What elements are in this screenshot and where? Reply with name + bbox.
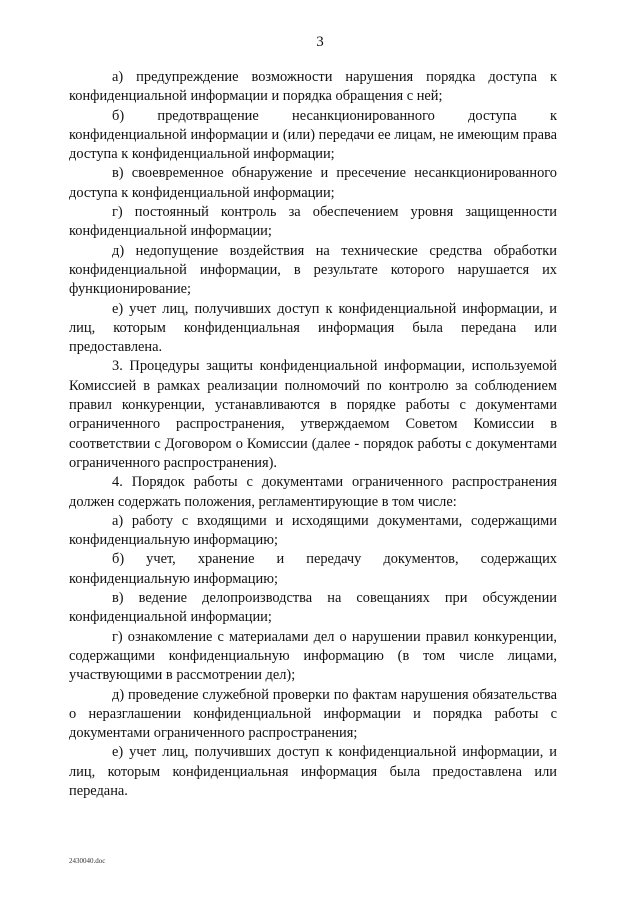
paragraph-item-b: б) предотвращение несанкционированного доступа к конфиденциальной информации и (или) передачи ее лицам, не имеющим права доступа к конфиденциальной информации; (69, 107, 557, 163)
paragraph-4-item-d: д) проведение служебной проверки по фактам нарушения обязательства о неразглашении конфиденциальной информации и порядка работы с документами ограниченного распространения; (69, 686, 557, 742)
paragraph-item-g: г) постоянный контроль за обеспечением уровня защищенности конфиденциальной информации; (69, 204, 557, 240)
paragraph-4-item-e: е) учет лиц, получивших доступ к конфиденциальной информации, и лиц, которым конфиденциальная информация была предоставлена или передана. (69, 744, 557, 799)
page-number: 3 (316, 34, 324, 50)
paragraph-4-item-g: г) ознакомление с материалами дел о нарушении правил конкуренции, содержащими конфиденциальную информацию (в том числе лицами, участвующими в рассмотрении дел); (69, 628, 557, 684)
paragraph-section-4: 4. Порядок работы с документами ограниченного распространения должен содержать положения, регламентирующие в том числе: (69, 474, 557, 510)
paragraph-item-d: д) недопущение воздействия на технические средства обработки конфиденциальной информации, в результате которого нарушается их функционирование; (69, 242, 557, 298)
paragraph-section-3: 3. Процедуры защиты конфиденциальной информации, используемой Комиссией в рамках реализации полномочий по контролю за соблюдением правил конкуренции, устанавливаются в порядке работы с документами ограниченного распространения, утверждаемом Советом Комиссии в соответствии с Договором о Комиссии (далее - порядок работы с документами ограниченного распространения). (69, 358, 557, 471)
paragraph-4-item-b: б) учет, хранение и передачу документов, содержащих конфиденциальную информацию; (69, 551, 557, 587)
document-body (69, 68, 557, 801)
paragraph-item-e: е) учет лиц, получивших доступ к конфиденциальной информации, и лиц, которым конфиденциальная информация была передана или предоставлена. (69, 300, 557, 356)
paragraph-item-v: в) своевременное обнаружение и пресечение несанкционированного доступа к конфиденциальной информации; (69, 165, 557, 201)
paragraph-4-item-a: а) работу с входящими и исходящими документами, содержащими конфиденциальную информацию; (69, 512, 557, 549)
paragraph-4-item-v: в) ведение делопроизводства на совещаниях при обсуждении конфиденциальной информации; (69, 590, 557, 626)
document-file-code: 2430040.doc (69, 857, 106, 865)
paragraph-item-a: а) предупреждение возможности нарушения порядка доступа к конфиденциальной информации и порядка обращения с ней; (69, 69, 557, 105)
